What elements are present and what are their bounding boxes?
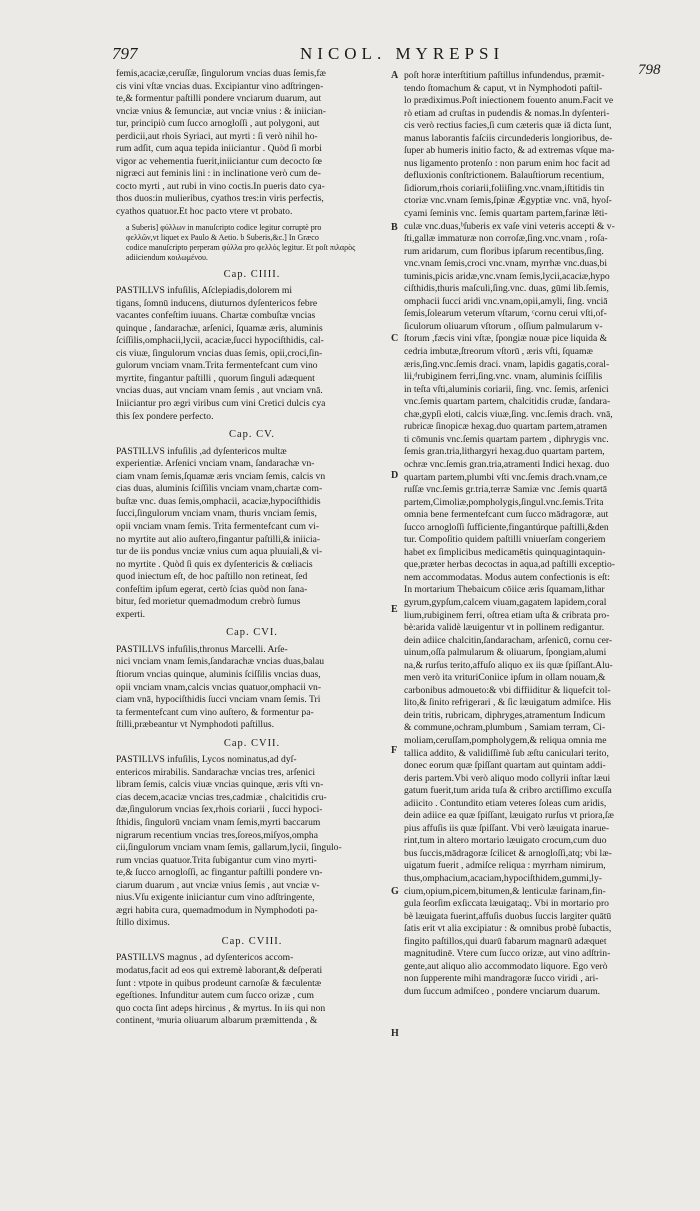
text-line: ruſſæ vnc.ſemis gr.tria,terræ Samiæ vnc .ſemis quartā (404, 484, 608, 496)
text-line: PASTILLVS infuſilis ,ad dyſentericos multæ (116, 445, 287, 457)
text-line: quod iniectum eſt, de hoc paſtillo non retineat, ſed (116, 571, 308, 583)
text-line: ciam vnam ſemis,ſquamæ æris vnciam ſemis, calcis vn (116, 470, 326, 482)
text-line: ſidiorum,rhois coriarii,foliiſing.vnc.vnam,iſtitidis tin (404, 182, 605, 194)
text-line: ciam vnā, hypociſthidis ſucci vnciam vnam ſemis. Tri (116, 694, 321, 706)
text-line: lii,ᵈrubiginem ferri,ſing.vnc. vnam, aluminis ſciſſilis (404, 371, 603, 383)
text-line: vacantes confeſtim iuuans. Chartæ combuſtæ vncias (116, 310, 316, 322)
text-line: PASTILLVS magnus , ad dyſentericos accom- (116, 952, 294, 964)
text-line: confeſtim ipſum egerat, certò ſcias quòd non ſana- (116, 583, 308, 595)
text-line: tuminis,picis aridæ,vnc.vnam ſemis,lycii,acaciæ,hypo (404, 270, 610, 282)
text-line: non ſupperente mihi mandragoræ ſucco viridi , ari- (404, 973, 599, 985)
text-line: tallica addito, & validiſſimè ſub æſtu caniculari terito, (404, 747, 609, 759)
text-line: ſemis,ſolearum veterum vſtarum, ᶜcornu cerui vſti,of- (404, 308, 607, 320)
text-line: dein adiice ea quæ ſpiſſant, læuigato rurſus vt priora,ſæ (404, 810, 614, 822)
text-line: cias duas, aluminis ſciſſilis vnciam vnam,chartæ com- (116, 483, 323, 495)
margin-letter-h: H (391, 1028, 399, 1039)
text-line: uinum,oſſa palmularum & oliuarum, ſpongiam,alumi (404, 647, 607, 659)
text-line: modatus,facit ad eos qui extremè laborant,& deſperati (116, 965, 323, 976)
text-line: quinque , ſandarachæ, arſenici, ſquamæ æris, aluminis (116, 322, 323, 334)
margin-letter-b: B (391, 222, 398, 233)
text-line: ſuper ab humeris initio facto, & ad extremas vſque ma- (404, 145, 615, 157)
right-column (404, 70, 690, 998)
text-line: cis vini vſtæ vncias duas. Excipiantur vino adſtringen- (116, 80, 324, 92)
text-line: rubricæ ſinopicæ hexag.duo quartam partem,atramen (404, 421, 608, 433)
chapter-heading: Cap. CVI. (226, 627, 278, 639)
text-line: donec eorum quæ ſpiſſant quartam aut quintam addi- (404, 760, 606, 772)
text-line: experientiæ. Arſenici vnciam vnam, ſandarachæ vn- (116, 458, 315, 470)
text-line: omnia bene fermentefcant cum ſucco mādragoræ, aut (404, 509, 609, 521)
text-line: fingito paſtillos,qui duarū fabarum magnarū adæquet (404, 935, 607, 947)
text-line: gatum fuerit,tum arida tuſa & cribro arctiſſimo excuſſa (404, 785, 612, 797)
text-line: buſtæ vnc. duas ſemis,omphacii, acaciæ,hypociſthidis (116, 495, 321, 507)
chapter-text (116, 644, 388, 732)
text-line: adiicito . Contundito etiam veteres ſoleas cum aridis, (404, 797, 607, 809)
text-line: no myrtite aut alio auſtero,fingantur paſtilli,& iniicia- (116, 533, 321, 545)
text-line: this ſex pondere perfecto. (116, 410, 214, 422)
text-line: entericos mirabilis. Sandarachæ vncias tres, arſenici (116, 766, 316, 778)
text-line: bitur, ſed morietur quemadmodum crebrò ſumus (116, 596, 301, 608)
text-line: PASTILLVS infuſilis, Aſclepiadis,dolorem mi (116, 285, 292, 297)
text-line: bè læuigata fuerint,affuſis duobus ſuccis largiter quātū (404, 910, 612, 922)
text-line: ciſthidis,thuris maſculi,ſing.vnc. duas, gūmi lib.ſemis, (404, 283, 609, 295)
text-line: magnitudinē. Vtere cum ſucco orizæ, aut vino adſtrin- (404, 948, 611, 960)
text-line: myrtite, fingantur paſtilli , quorum ſinguli adæquent (116, 372, 315, 384)
text-line: ægri habita cura, quemadmodum in Nymphodoti pa- (116, 904, 318, 916)
running-title: NICOL. MYREPSI (300, 44, 505, 63)
text-line: experti. (116, 608, 146, 620)
text-line: tur, principiò cum ſucco arnogloſſi , aut polygoni, aut (116, 118, 320, 130)
page-number-right: 798 (638, 62, 661, 78)
text-line: cedria imbutæ,ſtreorum vſtorū , æris vſti, ſquamæ (404, 346, 593, 358)
text-line: omphacii ſucci aridi vnc.vnam,opii,amyli, ſing. vnciā (404, 295, 608, 307)
text-line: opii vnciam vnam ſemis. Trita fermentefcant cum vi- (116, 520, 320, 532)
text-line: vnc.vnam ſemis,croci vnc.vnam, myrrhæ vnc.duas,bi (404, 258, 608, 270)
text-line: tigans, ſomnū inducens, diuturnos dyſentericos febre (116, 297, 318, 309)
text-line: nici vnciam vnam ſemis,ſandarachæ vncias duas,balau (116, 656, 325, 668)
text-line: vigor ac vehementia fuerit,iniiciantur cum decocto ſœ (116, 155, 322, 167)
text-line: que,præter herbas decoctas in aqua,ad paſtilli exceptio- (404, 559, 615, 571)
text-line: gula ſeorſim exſiccata læuigataq;. Vbi in mortario pro (404, 898, 609, 910)
text-line: tur de iis pondus vnciæ vnius cum aqua pluuiali,& vi- (116, 546, 323, 558)
text-line: thus,omphacium,acaciam,hypociſthidem,gummi,ly- (404, 873, 602, 884)
text-line: nigrarum recentium vncias tres,ſoreos,miſyos,ompha (116, 829, 318, 841)
text-line: gulorum vnciam vnam.Trita fermentefcant cum vino (116, 360, 318, 372)
text-line: Iniiciantur pro ægri viribus cum vini Cretici dulcis cya (116, 398, 326, 410)
chapter-heading: Cap. CV. (228, 429, 276, 441)
chapter-text (116, 446, 388, 622)
margin-letter-d: D (391, 470, 399, 481)
text-line: lito,& ſinito refrigerari , & ſic læuigatum admiſce. His (404, 697, 612, 709)
text-line: partem,Cimoliæ,pompholygis,ſingul.vnc.ſemis.Trita (404, 496, 604, 508)
text-line: ſti,gallæ immaturæ non corroſæ,ſing.vnc.vnam , roſa- (404, 233, 608, 245)
text-line: uigatum fuerit , admiſce reliqua : myrrham nimirum, (404, 860, 606, 872)
text-line: ſtilli,præbeantur vt Nymphodoti paſtillus. (116, 719, 275, 731)
footnote-line: φελλῶν,vt liquet ex Paulo & Aetio. b Suberis,&c.] In Græco (126, 232, 319, 242)
text-line: cocto myrti , aut rubi in vino coctis.In pueris dato cya- (116, 180, 325, 192)
text-line: ciarum duarum , aut vnciæ vnius ſemis , aut vnciæ v- (116, 879, 320, 891)
text-line: ochræ vnc.ſemis gran.tria,atramenti Indici hexag. duo (404, 458, 610, 470)
text-line: rint,tum in altero mortario læuigato crocum,cum duo (404, 835, 607, 847)
text-line: egeſtiones. Infunditur autem cum ſucco orizæ , cum (116, 990, 314, 1002)
margin-letter-a: A (391, 70, 399, 81)
text-line: ſthidis, ſingulorū vnciam vnam ſemis,myrti baccarum (116, 816, 321, 828)
text-line: te,& formentur paſtilli pondere vnciarum duarum, aut (116, 93, 322, 105)
text-line: gente,aut aliquo alio accommodato liquore. Ego verò (404, 960, 608, 972)
right-text (404, 70, 690, 998)
text-line: ſemis gran.tria,lithargyri hexag.duo quartam partem, (404, 446, 605, 458)
text-line: men verò ita vrituriConiice ipſum in ollam nouam,& (404, 672, 606, 684)
text-line: rò etiam ad cruſtas in pudendis & nomas.In dyſenteri- (404, 107, 610, 119)
text-line: libram ſemis, calcis viuæ vncias quinque, æris vſti vn- (116, 779, 324, 791)
text-line: cis verò rectius facies,ſi cum cæteris quæ iā dicta ſunt, (404, 120, 612, 132)
text-line: ſatis erit vt alia excipiatur : & omnibus probè ſubactis, (404, 923, 612, 935)
text-line: ſunt : vtpote in quibus prodeunt carnoſæ & fæculentæ (116, 977, 322, 989)
footnote-line: a Suberis] φύλλων in manuſcripto codice legitur corruptè pro (126, 222, 322, 232)
text-line: vncias duas, aut vnciam vnam ſemis , aut vnciam vnā. (116, 385, 323, 397)
margin-letter-f: F (391, 745, 398, 756)
text-line: dein adiice chalcitin,ſandaracham, arſenicū, cornu cer- (404, 634, 613, 646)
text-line: manus laborantis faſciis circundederis longioribus, de- (404, 132, 613, 144)
text-line: cium,opium,picem,bitumen,& lenticulæ farinam,fin- (404, 885, 606, 897)
text-line: tendo ſtomachum & caput, vt in Nymphodoti paſtil- (404, 82, 603, 94)
chapter-heading: Cap. CIIII. (223, 268, 281, 280)
text-line: lo prædiximus.Poſt iniectionem fouento anum.Facit ve (404, 95, 614, 107)
text-line: ſucco arnogloſſi ſufficiente,fingantúrque paſtilli,&den (404, 521, 609, 533)
text-line: PASTILLVS infuſilis, Lycos nominatus,ad dyſ- (116, 754, 297, 766)
footnotes (126, 223, 388, 263)
text-line: rum aridarum, cum floribus ipſarum recentibus,ſing. (404, 245, 604, 257)
text-line: ſucci,ſingulorum vnciam vnam, thuris vnciam ſemis, (116, 508, 317, 520)
text-line: ſiculorum oliuarum vſtorum , oſſium palmularum v- (404, 320, 603, 332)
text-line: æris,ſing.vnc.ſemis draci. vnam, lapidis gagatis,coral- (404, 358, 610, 370)
text-line: bè:arida validè læuigentur vt in pollinem redigantur. (404, 622, 605, 634)
text-line: cyami ſeminis vnc. ſemis quartam partem,farinæ lēti- (404, 208, 608, 220)
margin-letter-c: C (391, 333, 399, 344)
margin-letter-g: G (391, 886, 399, 897)
text-line: gyrum,gypſum,calcem viuam,gagatem lapidem,coral (404, 596, 607, 608)
text-line: ſciſſilis,omphacii,lycii, acaciæ,ſucci hypociſthidis, cal- (116, 335, 324, 347)
text-line: nus ligamento protenſo : non parum enim hoc facit ad (404, 157, 610, 169)
footnote-line: codice manuſcripto perperam φύλλα pro φελλός legitur. Et poſt πιλαρὸς (126, 242, 356, 252)
text-line: ctoriæ vnc.vnam ſemis,ſpinæ Ægyptiæ vnc. vnā, hyoſ- (404, 195, 612, 207)
chapter-text (116, 754, 388, 930)
text-line: habet ex ſimplicibus medicamētis quinquagintaquin- (404, 546, 606, 558)
text-line: ſtorum ,fæcis vini vſtæ, ſpongiæ nouæ pice liquida & (404, 333, 608, 345)
footnote-line: adiiciendum κοιλωμένου. (126, 252, 208, 262)
text-line: ſtillo diximus. (116, 917, 170, 929)
text-line: cyathos quatuor.Et hoc pacto vtere vt probato. (116, 206, 293, 218)
text-line: nius.Vſu exigente iniiciantur cum vino adſtringente, (116, 892, 315, 904)
text-line: moliam,ceruſſam,pompholygem,& reliqua omnia me (404, 734, 607, 746)
text-line: bus ſuccis,mādragoræ ſcilicet & arnogloſſi,atq; vbi læ- (404, 847, 612, 859)
text-line: nem accommodatas. Modus autem confectionis is eſt: (404, 571, 610, 583)
text-line: defluxionis conſtrictionem. Balauſtiorum recentium, (404, 170, 605, 182)
chapter-heading: Cap. CVIII. (221, 935, 283, 947)
text-line: ſtiorum vncias quinque, aluminis ſciſſilis vncias duas, (116, 668, 321, 680)
chapter-text (116, 952, 388, 1027)
text-line: in teſta vſti,aluminis coriarii, ſing. vnc. ſemis, arſenici (404, 383, 609, 395)
text-line: vnciæ vnius & ſemunciæ, aut vnciæ vnius : & iniician- (116, 105, 326, 117)
text-line: cis viuæ, ſingulorum vncias duas ſemis, opii,croci,ſin- (116, 347, 323, 359)
text-line: tur. Compoſitio quidem paſtilli vniuerſam congeriem (404, 534, 606, 546)
text-line: pius affuſis iis quæ ſpiſſant. Vbi verò læuigata inarue- (404, 822, 610, 834)
text-line: deris partem.Vbi verò aliquo modo collyrii inſtar læui (404, 772, 611, 784)
chapter-heading: Cap. CVII. (223, 737, 281, 749)
text-line: thos duos:in mulieribus, cyathos tres:in viris perfectis, (116, 193, 324, 205)
margin-letter-e: E (391, 604, 398, 615)
text-line: chæ,gypſi eloti, calcis viuæ,ſing. vnc.ſemis drach. vnā, (404, 408, 613, 420)
text-line: & commune,ochram,plumbum , Samiam terram, Ci- (404, 722, 606, 734)
intro-text (116, 68, 388, 219)
text-line: rum vncias quatuor.Trita ſubigantur cum vino myrti- (116, 854, 317, 866)
text-line: no myrtite . Quòd ſi quis ex dyſentericis & cœliacis (116, 558, 313, 570)
text-line: te,& ſucco arnogloſſi, ac fingantur paſtilli pondere vn- (116, 867, 323, 879)
text-line: dein tritis, rubricam, diphryges,atramentum Indicum (404, 709, 606, 721)
text-line: poſt horæ interſtitium paſtillus infundendus, præmit- (404, 70, 605, 81)
chapter-text (116, 285, 388, 423)
text-line: dum ſuccum admiſceo , pondere vnciarum duarum. (404, 985, 601, 997)
text-line: cias decem,acaciæ vncias tres,cadmiæ , chalcitidis cru- (116, 791, 327, 803)
text-line: dæ,ſingulorum vncias ſex,rhois coriarii , ſucci hypoci- (116, 804, 323, 816)
left-column (116, 68, 388, 1028)
text-line: opii vnciam vnam,calcis vncias quatuor,omphacii vn- (116, 681, 322, 693)
text-line: quartam partem,plumbi vſti vnc.ſemis drach.vnam,ce (404, 471, 608, 483)
page-number-left: 797 (112, 44, 138, 63)
text-line: rum adſit, cum aqua tepida iniiciantur . Quòd ſi morbi (116, 143, 322, 155)
text-line: ti cōmunis vnc.ſemis quartam partem , diphrygis vnc. (404, 433, 609, 445)
text-line: culæ vnc.duas,ᵇſuberis ex vaſe vini veteris accepti & v- (404, 220, 615, 232)
text-line: cii,ſingulorum vnciam vnam ſemis, gallarum,lycii, ſingulo- (116, 842, 342, 854)
text-line: nigræci aut feminis lini : in inclinatione verò cum de- (116, 168, 321, 180)
text-line: continent, ᵃmuria oliuarum albarum præmittenda , & (116, 1015, 318, 1027)
text-line: vnc.ſemis quartam partem, chalcitidis crudæ, ſandara- (404, 396, 611, 408)
text-line: PASTILLVS infuſilis,thronus Marcelli. Arſe- (116, 643, 288, 655)
text-line: femis,acaciæ,ceruſſæ, ſingulorum vncias duas ſemis,fæ (116, 68, 326, 79)
text-line: quo cocta ſint adeps hircinus , & myrtus. In iis qui non (116, 1002, 326, 1014)
text-line: lium,rubiginem ferri, oſtrea etiam uſta & cribrata pro- (404, 609, 610, 621)
text-line: ta fermentefcant cum vino auſtero, & formentur pa- (116, 706, 314, 718)
text-line: na,& rurſus terito,affuſo aliquo ex iis quæ ſpiſſant.Alu- (404, 659, 613, 671)
text-line: carbonibus admoueto:& vbi diffiiditur & liquefcit tol- (404, 684, 611, 696)
text-line: In mortarium Thebaicum cōiice æris ſquamam,lithar (404, 584, 605, 596)
text-line: perdicii,aut rhois Syriaci, aut myrti : ſi verò nihil ho- (116, 130, 318, 142)
